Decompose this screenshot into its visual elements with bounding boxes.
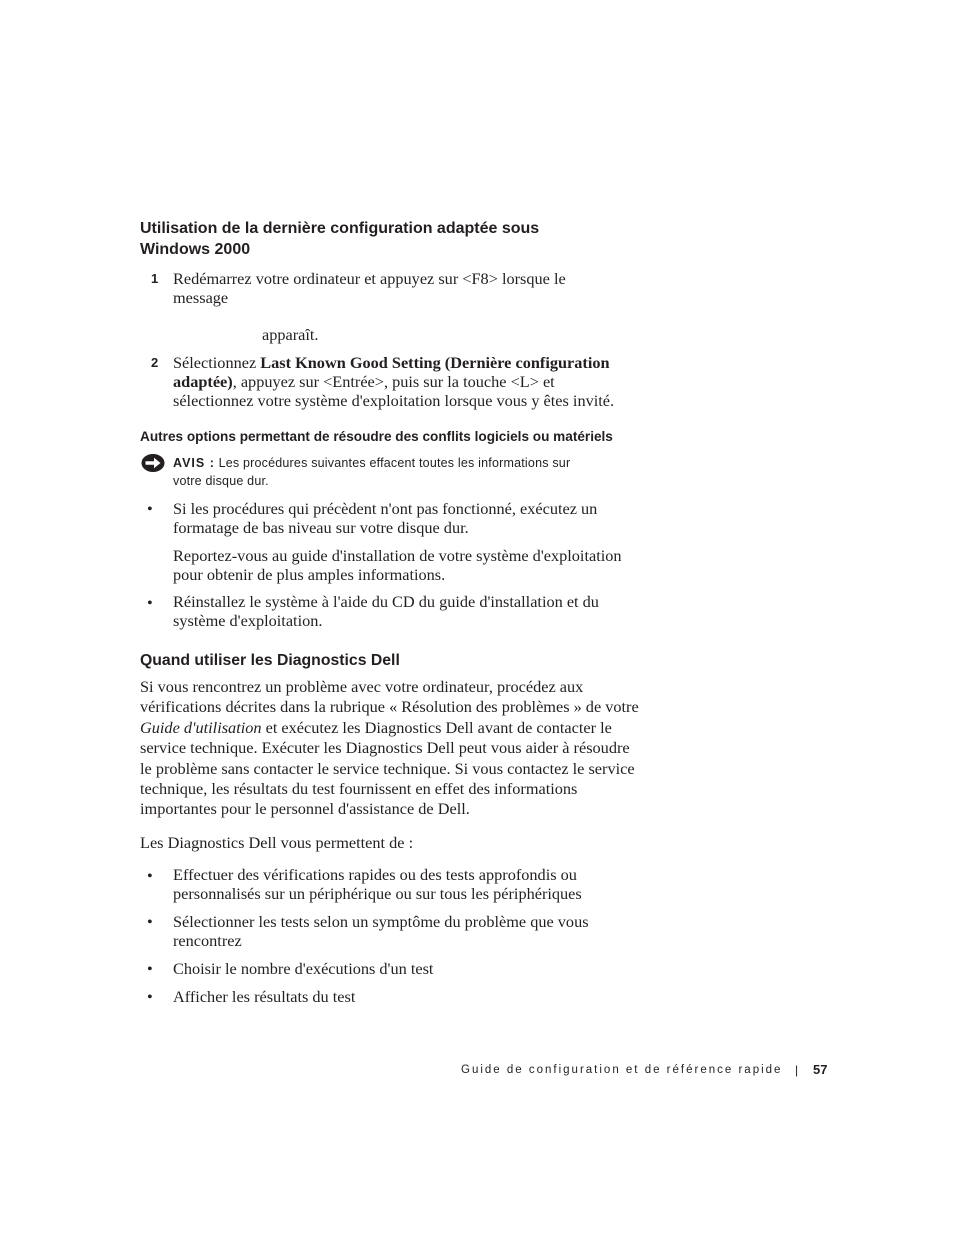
list-item-line: Reportez-vous au guide d'installation de votre système d'exploitation xyxy=(173,546,622,565)
heading-line: Windows 2000 xyxy=(140,241,251,258)
list-item-line: Effectuer des vérifications rapides ou des tests approfondis ou xyxy=(173,865,577,884)
list-item-line: Réinstallez le système à l'aide du CD du guide d'installation et du xyxy=(173,592,599,611)
step-number: 2 xyxy=(151,355,159,370)
list-item-line: Afficher les résultats du test xyxy=(173,987,356,1006)
paragraph-line xyxy=(140,718,639,738)
list-item xyxy=(173,866,582,903)
list-item xyxy=(173,593,599,630)
section-heading-diagnostics: Quand utiliser les Diagnostics Dell xyxy=(140,652,400,669)
page-number: 57 xyxy=(813,1062,828,1077)
bullet-marker: • xyxy=(147,866,153,885)
section-heading-last-known-good xyxy=(140,218,539,260)
paragraph-line: vérifications décrites dans la rubrique « Résolution des problèmes » de votre xyxy=(140,697,639,717)
list-item-line: système d'exploitation. xyxy=(173,610,323,630)
step-1-text xyxy=(173,269,566,307)
paragraph-line: service technique. Exécuter les Diagnostics Dell peut vous aider à résoudre xyxy=(140,738,630,758)
notice-icon xyxy=(141,453,165,473)
list-item xyxy=(173,959,433,978)
footer-separator: | xyxy=(795,1063,799,1077)
list-intro: Les Diagnostics Dell vous permettent de : xyxy=(140,833,414,852)
notice-line: votre disque dur. xyxy=(173,474,269,488)
list-item xyxy=(173,987,355,1006)
step-line: sélectionnez votre système d'exploitation lorsque vous y êtes invité. xyxy=(173,391,615,410)
notice-label: AVIS : xyxy=(173,456,215,470)
paragraph-text: et exécutez les Diagnostics Dell avant de contacter le xyxy=(261,717,612,737)
list-item-line: Si les procédures qui précèdent n'ont pas fonctionné, exécutez un xyxy=(173,499,598,518)
paragraph-line: le problème sans contacter le service technique. Si vous contactez le service xyxy=(140,758,635,778)
step-line xyxy=(173,372,614,391)
paragraph-line: importantes pour le personnel d'assistance de Dell. xyxy=(140,799,470,819)
menu-option-name: Last Known Good Setting (Dernière configuration xyxy=(260,353,610,372)
list-item xyxy=(173,499,597,537)
bullet-marker: • xyxy=(147,593,153,612)
list-item xyxy=(173,912,589,950)
section-heading-other-options: Autres options permettant de résoudre des conflits logiciels ou matériels xyxy=(140,429,613,444)
list-item-line: Choisir le nombre d'exécutions d'un test xyxy=(173,959,434,978)
list-item-line: pour obtenir de plus amples informations. xyxy=(173,565,446,584)
step-line xyxy=(173,353,614,372)
heading-line: Utilisation de la dernière configuration adaptée sous xyxy=(140,220,540,237)
notice-message: Les procédures suivantes effacent toutes les informations sur xyxy=(214,456,571,470)
paragraph-line: technique, les résultats du test fournissent en effet des informations xyxy=(140,779,578,799)
list-item-note xyxy=(173,546,622,584)
body-paragraph xyxy=(140,677,639,820)
step-1-continuation: apparaît. xyxy=(262,325,319,344)
bullet-marker: • xyxy=(147,499,153,518)
book-title: Guide d'utilisation xyxy=(140,717,262,737)
step-text: , appuyez sur <Entrée>, puis sur la touche <L> et xyxy=(232,372,555,391)
step-number: 1 xyxy=(151,271,159,286)
list-item-line: rencontrez xyxy=(173,931,242,950)
footer-title: Guide de configuration et de référence rapide xyxy=(461,1064,783,1076)
bullet-marker: • xyxy=(147,959,153,978)
list-item-line: Sélectionner les tests selon un symptôme du problème que vous xyxy=(173,912,589,931)
paragraph-line: Si vous rencontrez un problème avec votre ordinateur, procédez aux xyxy=(140,677,584,696)
step-line: Redémarrez votre ordinateur et appuyez sur <F8> lorsque le xyxy=(173,269,566,288)
bullet-marker: • xyxy=(147,987,153,1006)
bullet-marker: • xyxy=(147,912,153,931)
step-2-text xyxy=(173,353,614,410)
list-item-line: formatage de bas niveau sur votre disque dur. xyxy=(173,518,469,537)
list-item-line: personnalisés sur un périphérique ou sur tous les périphériques xyxy=(173,883,582,903)
menu-option-name: adaptée) xyxy=(173,372,233,391)
step-line: message xyxy=(173,288,229,307)
step-text: Sélectionnez xyxy=(173,353,261,372)
notice-text xyxy=(173,454,570,490)
notice-line xyxy=(173,454,570,472)
